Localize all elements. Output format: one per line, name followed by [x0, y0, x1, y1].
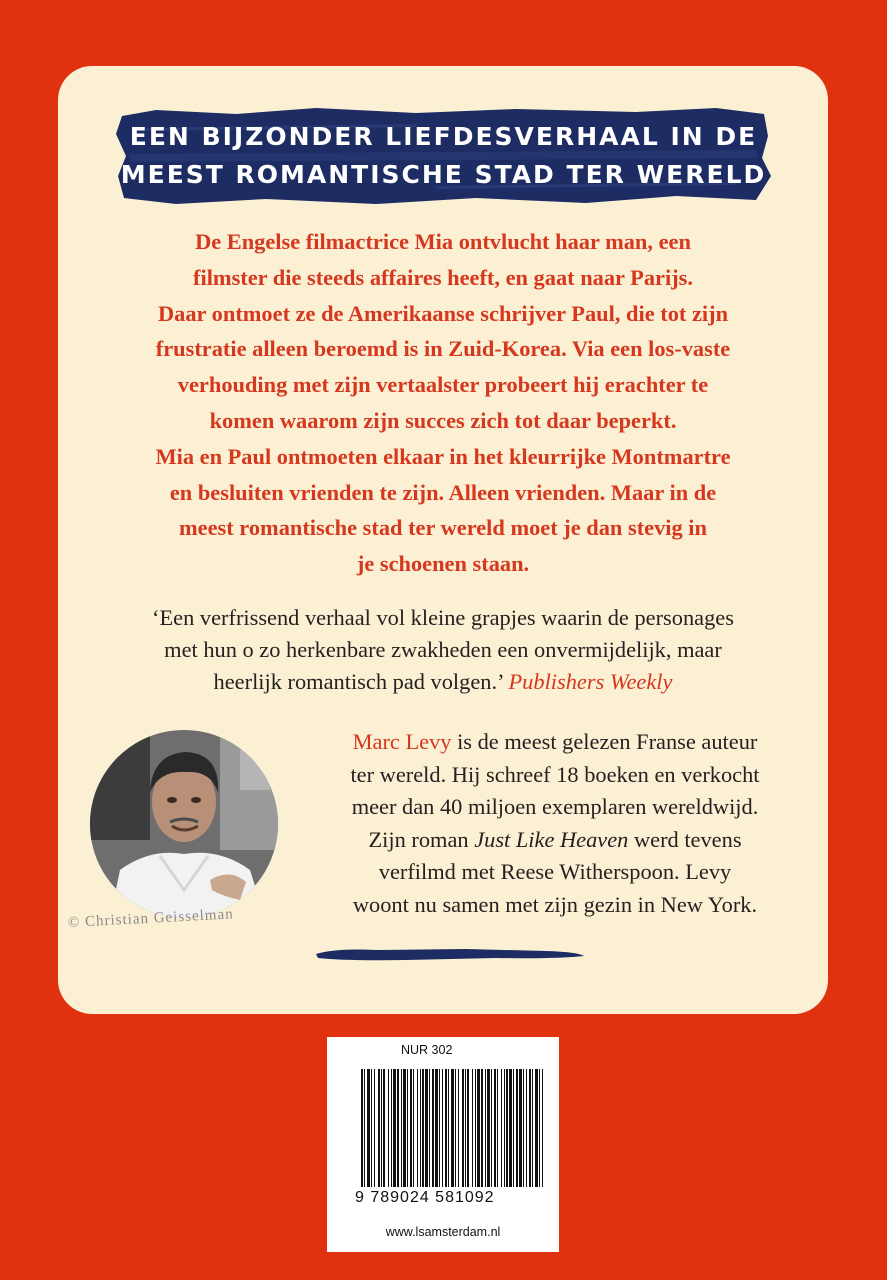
synopsis-line: De Engelse filmactrice Mia ontvlucht haar man, een: [195, 229, 691, 254]
barcode-bar: [371, 1069, 372, 1187]
barcode-bar: [417, 1069, 418, 1187]
bio-line: woont nu samen met zijn gezin in New York.: [352, 891, 758, 917]
publisher-website: www.lsamsterdam.nl: [385, 1225, 501, 1239]
barcode-bar: [532, 1069, 533, 1187]
barcode-bar: [364, 1069, 365, 1187]
barcode-bars: [361, 1069, 547, 1187]
bio-line: meer dan 40 miljoen exemplaren wereldwijd.: [351, 794, 759, 819]
review-quote: [78, 602, 808, 698]
synopsis: [78, 224, 808, 582]
quote-source: Publishers Weekly: [508, 669, 673, 694]
barcode-bar: [425, 1069, 428, 1187]
synopsis-line: je schoenen staan.: [356, 551, 530, 577]
barcode-bar: [539, 1069, 540, 1187]
quote-line: met hun o zo herkenbare zwakheden een onvermijdelijk, maar: [164, 637, 722, 662]
synopsis-line: meest romantische stad ter wereld moet je dan stevig in: [179, 515, 707, 541]
barcode-bar: [391, 1069, 392, 1187]
barcode-bar: [439, 1069, 440, 1187]
barcode-bar: [501, 1069, 502, 1187]
bio-line: verfilmd met Reese Witherspoon. Levy: [378, 859, 732, 884]
barcode-bar: [494, 1069, 496, 1187]
barcode-bar: [451, 1069, 454, 1187]
barcode-bar: [481, 1069, 483, 1187]
barcode-bar: [388, 1069, 389, 1187]
barcode-bar: [401, 1069, 402, 1187]
barcode-bar: [497, 1069, 498, 1187]
barcode-bar: [410, 1069, 412, 1187]
synopsis-line: Daar ontmoet ze de Amerikaanse schrijver Paul, die tot zijn: [157, 300, 729, 326]
author-photo: [90, 730, 278, 918]
barcode-bar: [361, 1069, 363, 1187]
barcode-bar: [526, 1069, 527, 1187]
barcode-bar: [378, 1069, 380, 1187]
quote-line: ‘Een verfrissend verhaal vol kleine grapjes waarin de personages: [152, 605, 734, 630]
synopsis-line: frustratie alleen beroemd is in Zuid-Korea. Via een los-vaste: [155, 336, 731, 362]
synopsis-line: en besluiten vrienden te zijn. Alleen vrienden. Maar in de: [169, 479, 717, 505]
barcode-bar: [455, 1069, 456, 1187]
barcode-bar: [448, 1069, 449, 1187]
barcode-bar: [477, 1069, 480, 1187]
quote-line-last: [78, 666, 808, 698]
barcode-bar: [506, 1069, 508, 1187]
author-name: Marc Levy: [352, 729, 452, 754]
barcode-bar: [535, 1069, 538, 1187]
barcode-bar: [472, 1069, 473, 1187]
barcode-bar: [475, 1069, 476, 1187]
barcode-bar: [374, 1069, 375, 1187]
bio-line: Zijn roman Just Like Heaven werd tevens: [368, 826, 742, 852]
barcode-bar: [462, 1069, 464, 1187]
barcode-bar: [516, 1069, 518, 1187]
barcode-bar: [509, 1069, 512, 1187]
barcode-bar: [513, 1069, 514, 1187]
barcode-bar: [381, 1069, 382, 1187]
barcode-bar: [487, 1069, 490, 1187]
tagline: [116, 118, 771, 194]
barcode-bar: [403, 1069, 406, 1187]
barcode-bar: [435, 1069, 438, 1187]
barcode-bar: [383, 1069, 385, 1187]
barcode-bar: [407, 1069, 408, 1187]
barcode-label: [327, 1037, 559, 1252]
barcode-bar: [465, 1069, 466, 1187]
barcode-bar: [542, 1069, 543, 1187]
quote-line: heerlijk romantisch pad volgen.’: [213, 669, 503, 694]
tagline-banner: [116, 106, 771, 206]
author-bio: [290, 726, 820, 921]
barcode-bar: [485, 1069, 486, 1187]
barcode-bar: [442, 1069, 443, 1187]
bio-line: ter wereld. Hij schreef 18 boeken en verkocht: [350, 761, 760, 787]
barcode-bar: [519, 1069, 522, 1187]
barcode-bar: [432, 1069, 434, 1187]
barcode-bar: [523, 1069, 524, 1187]
synopsis-line: komen waarom zijn succes zich tot daar beperkt.: [209, 407, 677, 433]
barcode-bar: [393, 1069, 396, 1187]
barcode-bar: [458, 1069, 459, 1187]
barcode-bar: [504, 1069, 505, 1187]
barcode-bar: [467, 1069, 469, 1187]
film-title: Just Like Heaven: [474, 826, 629, 852]
tagline-line-2: MEEST ROMANTISCHE STAD TER WERELD: [120, 160, 767, 189]
barcode-bar: [422, 1069, 424, 1187]
barcode-bar: [491, 1069, 492, 1187]
barcode-bar: [429, 1069, 430, 1187]
photo-credit: © Christian Geisselman: [67, 906, 235, 931]
cover-panel: [58, 66, 828, 1014]
tagline-line-1: EEN BIJZONDER LIEFDESVERHAAL IN DE: [129, 122, 758, 151]
barcode-bar: [397, 1069, 399, 1187]
nur-code: NUR 302: [401, 1043, 453, 1057]
barcode-bar: [413, 1069, 414, 1187]
barcode-bar: [420, 1069, 421, 1187]
synopsis-line: Mia en Paul ontmoeten elkaar in het kleurrijke Montmartre: [155, 443, 731, 469]
brush-stroke-divider: [316, 944, 586, 964]
synopsis-line: verhouding met zijn vertaalster probeert hij erachter te: [177, 372, 709, 398]
barcode-bar: [529, 1069, 531, 1187]
isbn-number: 9 789024 581092: [355, 1189, 495, 1206]
barcode-bar: [445, 1069, 447, 1187]
synopsis-line: filmster die steeds affaires heeft, en gaat naar Parijs.: [193, 264, 693, 290]
bio-line: Marc Levy is de meest gelezen Franse auteur: [352, 729, 758, 754]
barcode-bar: [367, 1069, 370, 1187]
